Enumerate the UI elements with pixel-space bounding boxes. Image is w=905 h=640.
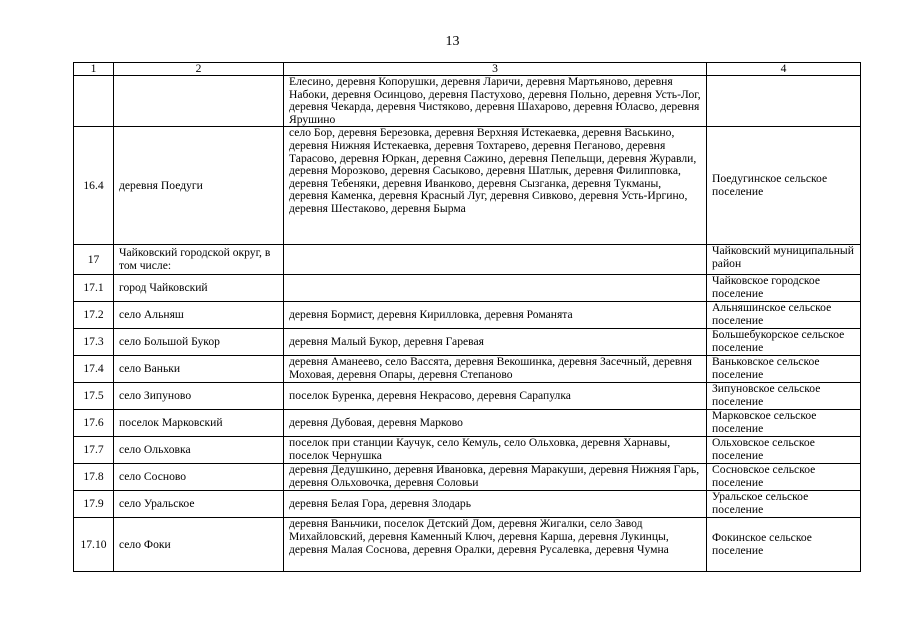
municipality-name: Уральское сельское поселение — [707, 491, 861, 518]
center-name: поселок Марковский — [114, 410, 284, 437]
settlements-list: деревня Дубовая, деревня Марково — [284, 410, 707, 437]
center-name: село Альняш — [114, 302, 284, 329]
center-name — [114, 76, 284, 127]
municipality-name: Зипуновское сельское поселение — [707, 383, 861, 410]
center-name: Чайковский городской округ, в том числе: — [114, 245, 284, 275]
center-name: село Зипуново — [114, 383, 284, 410]
center-name: село Уральское — [114, 491, 284, 518]
settlements-list: деревня Дедушкино, деревня Ивановка, деревня Маракуши, деревня Нижняя Гарь, деревня Ольховочка, деревня Соловьи — [284, 464, 707, 491]
table-header-row — [74, 63, 861, 76]
center-name: село Большой Букор — [114, 329, 284, 356]
center-name: село Ваньки — [114, 356, 284, 383]
table-row — [74, 245, 861, 275]
table-row — [74, 491, 861, 518]
row-number: 17.6 — [74, 410, 114, 437]
row-number: 17.7 — [74, 437, 114, 464]
settlements-list: Елесино, деревня Копорушки, деревня Ларичи, деревня Мартьяново, деревня Набоки, деревня Осинцово, деревня Пастухово, деревня Польно, деревня Усть-Лог, деревня Чекарда, деревня Чистяково, деревня Шахарово, деревня Юласво, деревня Ярушино — [284, 76, 707, 127]
column-header: 1 — [74, 63, 114, 76]
center-name: село Ольховка — [114, 437, 284, 464]
column-header: 2 — [114, 63, 284, 76]
page-number: 13 — [445, 34, 460, 49]
row-number: 17.1 — [74, 275, 114, 302]
settlements-list: деревня Ваньчики, поселок Детский Дом, деревня Жигалки, село Завод Михайловский, деревня Каменный Ключ, деревня Карша, деревня Лукинцы, деревня Малая Соснова, деревня Оралки, деревня Русалевка, деревня Чумна — [284, 518, 707, 572]
settlements-list: деревня Бормист, деревня Кирилловка, деревня Романята — [284, 302, 707, 329]
table-row — [74, 464, 861, 491]
municipality-name: Поедугинское сельское поселение — [707, 127, 861, 245]
settlements-list: село Бор, деревня Березовка, деревня Верхняя Истекаевка, деревня Васькино, деревня Нижняя Истекаевка, деревня Тохтарево, деревня Пеганово, деревня Тарасово, деревня Юркан, деревня Сажино, деревня Пепельщи, деревня Журавли, деревня Морозково, деревня Сасыково, деревня Шатлык, деревня Филипповка, деревня Тебеняки, деревня Иванково, деревня Сызганка, деревня Тукманы, деревня Каменка, деревня Красный Луг, деревня Сивково, деревня Усть-Иргино, деревня Шестаково, деревня Бырма — [284, 127, 707, 245]
settlements-list: деревня Аманеево, село Вассята, деревня Векошинка, деревня Засечный, деревня Моховая, деревня Опары, деревня Степаново — [284, 356, 707, 383]
table-row — [74, 410, 861, 437]
table-row — [74, 356, 861, 383]
municipality-name: Марковское сельское поселение — [707, 410, 861, 437]
settlements-list — [284, 275, 707, 302]
row-number: 17.9 — [74, 491, 114, 518]
municipality-name — [707, 76, 861, 127]
column-header: 3 — [284, 63, 707, 76]
column-header: 4 — [707, 63, 861, 76]
row-number: 17.4 — [74, 356, 114, 383]
row-number — [74, 76, 114, 127]
center-name: село Фоки — [114, 518, 284, 572]
table-row — [74, 275, 861, 302]
settlements-list: деревня Малый Букор, деревня Гаревая — [284, 329, 707, 356]
center-name: село Сосново — [114, 464, 284, 491]
settlements-list: деревня Белая Гора, деревня Злодарь — [284, 491, 707, 518]
municipality-name: Ваньковское сельское поселение — [707, 356, 861, 383]
municipality-name: Чайковское городское поселение — [707, 275, 861, 302]
settlements-list: поселок при станции Каучук, село Кемуль, село Ольховка, деревня Харнавы, поселок Чернушка — [284, 437, 707, 464]
row-number: 17.5 — [74, 383, 114, 410]
row-number: 17.8 — [74, 464, 114, 491]
row-number: 17.2 — [74, 302, 114, 329]
municipality-name: Альняшинское сельское поселение — [707, 302, 861, 329]
center-name: город Чайковский — [114, 275, 284, 302]
municipality-name: Ольховское сельское поселение — [707, 437, 861, 464]
row-number: 16.4 — [74, 127, 114, 245]
settlements-list — [284, 245, 707, 275]
table-row — [74, 76, 861, 127]
center-name: деревня Поедуги — [114, 127, 284, 245]
municipality-name: Большебукорское сельское поселение — [707, 329, 861, 356]
row-number: 17 — [74, 245, 114, 275]
table-row — [74, 127, 861, 245]
table-row — [74, 518, 861, 572]
row-number: 17.10 — [74, 518, 114, 572]
settlements-table — [73, 62, 861, 572]
municipality-name: Сосновское сельское поселение — [707, 464, 861, 491]
municipality-name: Чайковский муниципальный район — [707, 245, 861, 275]
table-row — [74, 329, 861, 356]
table-row — [74, 383, 861, 410]
table-row — [74, 302, 861, 329]
municipality-name: Фокинское сельское поселение — [707, 518, 861, 572]
settlements-list: поселок Буренка, деревня Некрасово, деревня Сарапулка — [284, 383, 707, 410]
table-row — [74, 437, 861, 464]
row-number: 17.3 — [74, 329, 114, 356]
